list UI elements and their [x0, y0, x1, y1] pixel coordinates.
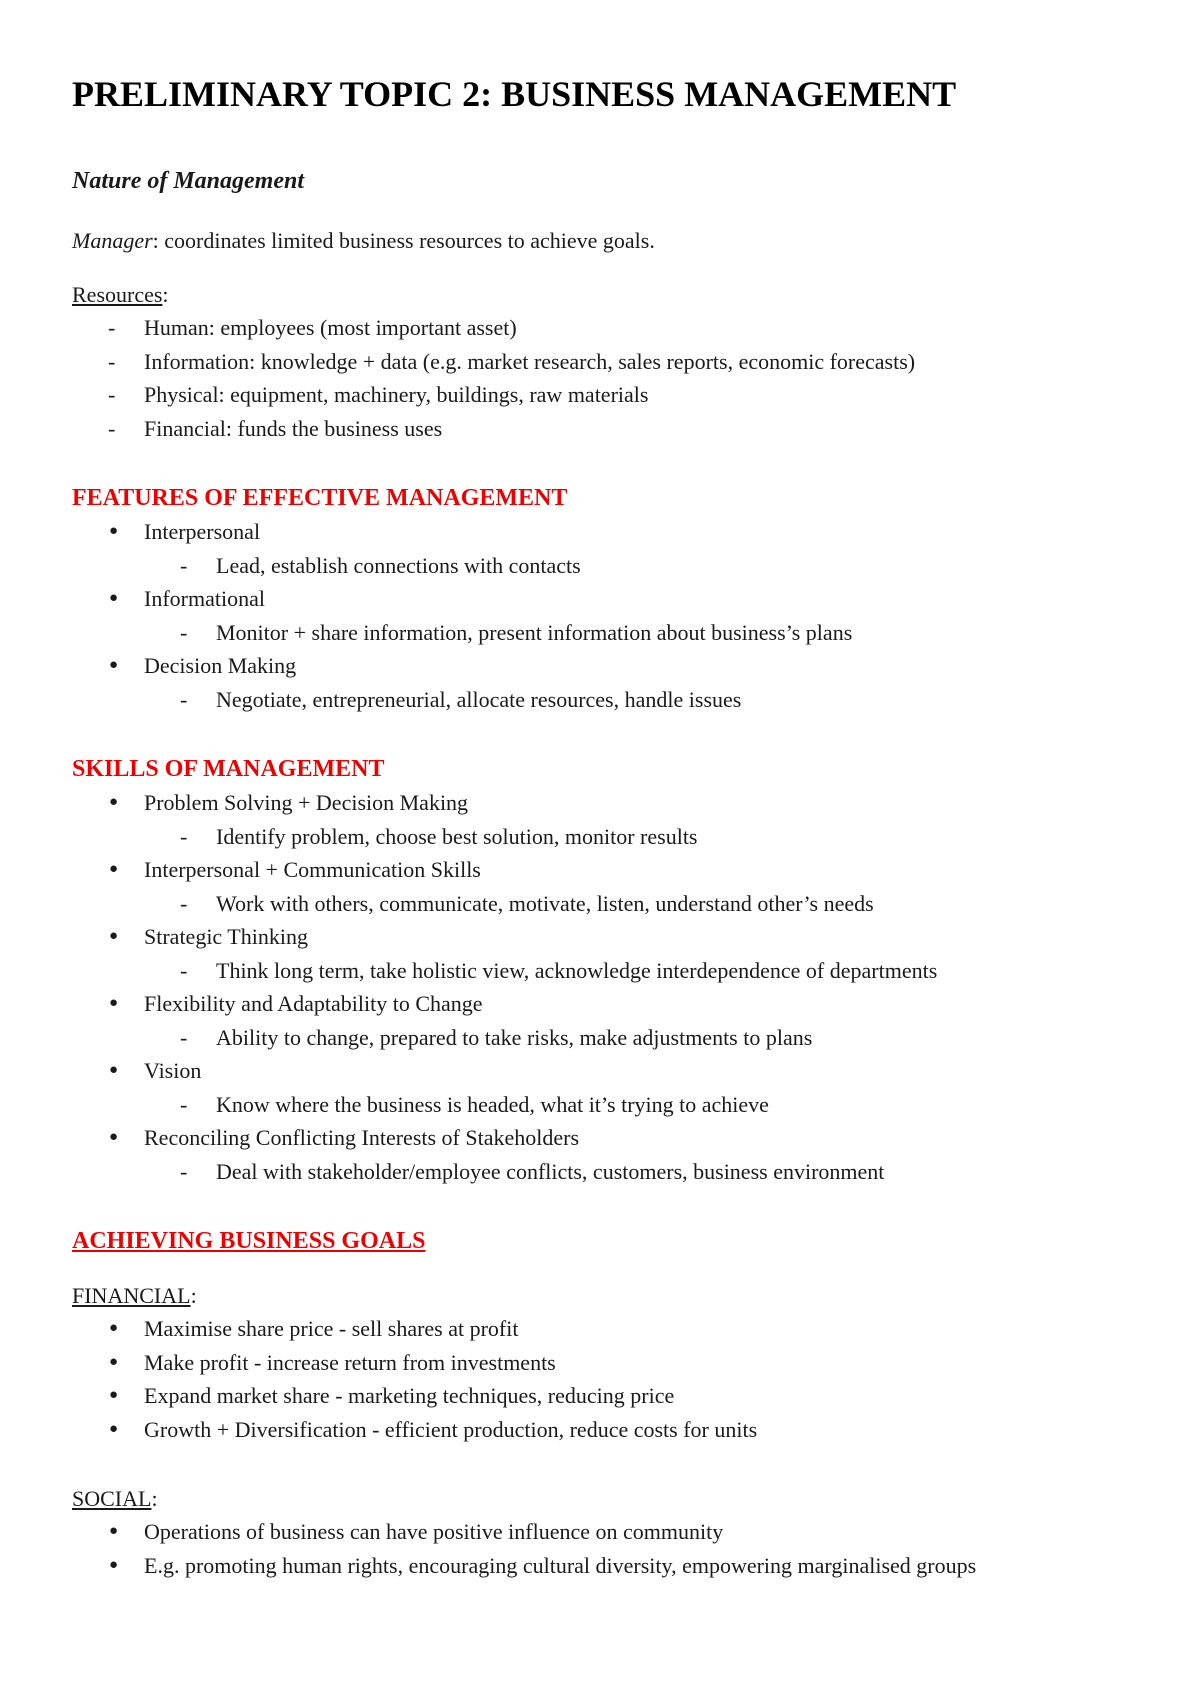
- list-item: ● Problem Solving + Decision Making: [72, 786, 1152, 820]
- list-item: - Human: employees (most important asset): [72, 311, 1152, 345]
- list-item: ● Maximise share price - sell shares at profit: [72, 1312, 1152, 1346]
- manager-definition: [72, 224, 1152, 257]
- list-item: ● Make profit - increase return from investments: [72, 1346, 1152, 1380]
- resources-label-line: [72, 278, 1152, 311]
- list-item: ● Expand market share - marketing techniques, reducing price: [72, 1379, 1152, 1413]
- list-subitem: - Lead, establish connections with contacts: [72, 549, 1152, 583]
- financial-label: FINANCIAL: [72, 1283, 191, 1308]
- list-item: ● Operations of business can have positive influence on community: [72, 1515, 1152, 1549]
- social-list: [72, 1515, 1152, 1582]
- goals-heading: ACHIEVING BUSINESS GOALS: [72, 1228, 426, 1254]
- skills-list: [72, 786, 1152, 1188]
- list-subitem: - Ability to change, prepared to take risks, make adjustments to plans: [72, 1021, 1152, 1055]
- list-item: ● Growth + Diversification - efficient production, reduce costs for units: [72, 1413, 1152, 1447]
- list-subitem: - Deal with stakeholder/employee conflicts, customers, business environment: [72, 1155, 1152, 1189]
- list-item: ● E.g. promoting human rights, encouraging cultural diversity, empowering marginalised groups: [72, 1549, 1152, 1583]
- features-list: [72, 515, 1152, 716]
- list-subitem: - Work with others, communicate, motivate, listen, understand other’s needs: [72, 887, 1152, 921]
- manager-def-text: : coordinates limited business resources to achieve goals.: [152, 228, 655, 253]
- financial-list: [72, 1312, 1152, 1446]
- skills-heading: SKILLS OF MANAGEMENT: [72, 756, 385, 782]
- manager-term: Manager: [72, 228, 153, 253]
- list-item: - Physical: equipment, machinery, buildings, raw materials: [72, 378, 1152, 412]
- list-subitem: - Think long term, take holistic view, acknowledge interdependence of departments: [72, 954, 1152, 988]
- list-item: - Information: knowledge + data (e.g. market research, sales reports, economic forecasts): [72, 345, 1152, 379]
- nature-heading: Nature of Management: [72, 168, 305, 194]
- document-page: [72, 72, 1152, 1582]
- features-heading: FEATURES OF EFFECTIVE MANAGEMENT: [72, 485, 568, 511]
- social-label: SOCIAL: [72, 1486, 152, 1511]
- list-item: ● Vision: [72, 1054, 1152, 1088]
- list-item: ● Interpersonal: [72, 515, 1152, 549]
- list-item: ● Strategic Thinking: [72, 920, 1152, 954]
- social-label-line: [72, 1482, 1152, 1515]
- list-item: ● Interpersonal + Communication Skills: [72, 853, 1152, 887]
- financial-label-line: [72, 1279, 1152, 1312]
- list-subitem: - Monitor + share information, present information about business’s plans: [72, 616, 1152, 650]
- list-subitem: - Negotiate, entrepreneurial, allocate resources, handle issues: [72, 683, 1152, 717]
- list-item: ● Informational: [72, 582, 1152, 616]
- page-title: PRELIMINARY TOPIC 2: BUSINESS MANAGEMENT: [72, 74, 957, 114]
- resources-list: [72, 311, 1152, 445]
- social-colon: :: [151, 1486, 158, 1511]
- resources-colon: :: [162, 282, 169, 307]
- list-item: ● Flexibility and Adaptability to Change: [72, 987, 1152, 1021]
- list-item: - Financial: funds the business uses: [72, 412, 1152, 446]
- financial-colon: :: [190, 1283, 197, 1308]
- list-item: ● Reconciling Conflicting Interests of Stakeholders: [72, 1121, 1152, 1155]
- resources-label: Resources: [72, 282, 163, 307]
- list-subitem: - Know where the business is headed, what it’s trying to achieve: [72, 1088, 1152, 1122]
- list-item: ● Decision Making: [72, 649, 1152, 683]
- list-subitem: - Identify problem, choose best solution, monitor results: [72, 820, 1152, 854]
